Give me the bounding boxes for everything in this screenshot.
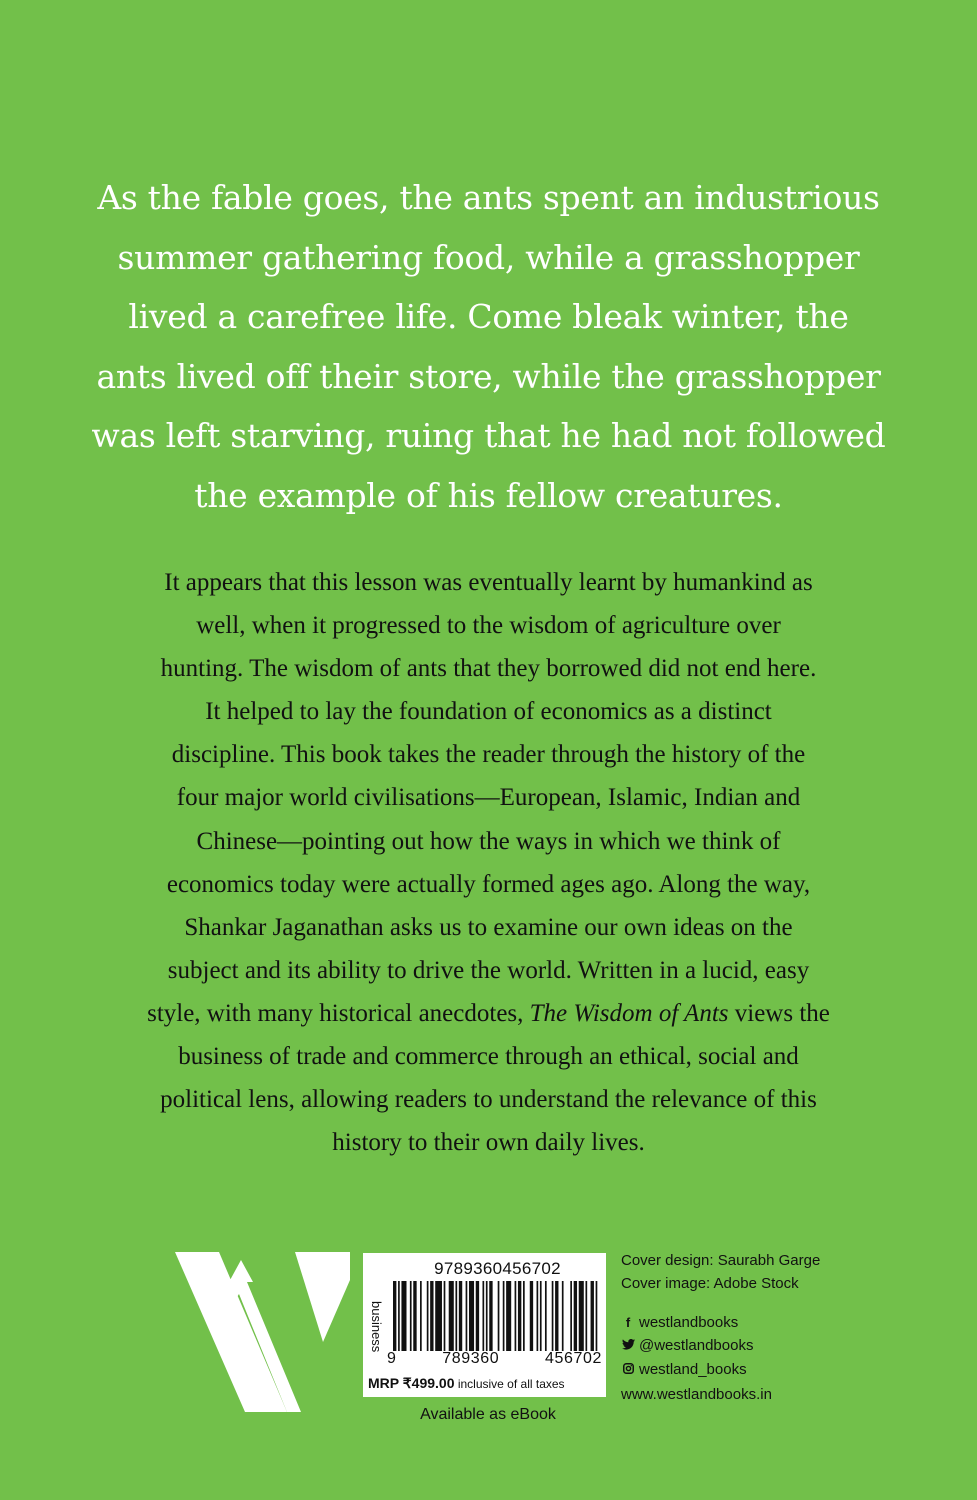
description-line: Chinese—pointing out how the ways in which we think of [196, 827, 781, 855]
barcode-bar [503, 1281, 505, 1351]
isbn-first-digit: 9 [387, 1350, 397, 1367]
isbn-digits [387, 1350, 602, 1368]
website-link[interactable]: www.westlandbooks.in [621, 1385, 772, 1403]
facebook-icon: f [625, 1315, 631, 1330]
description-line: well, when it progressed to the wisdom of agriculture over [196, 612, 781, 640]
barcode-bar [469, 1281, 474, 1351]
barcode-bar [552, 1281, 554, 1351]
blurb-line: As the fable goes, the ants spent an industrious [97, 178, 880, 217]
instagram-icon [621, 1358, 635, 1381]
barcode-bar [596, 1281, 598, 1351]
blurb-line: summer gathering food, while a grasshopper [117, 237, 860, 277]
barcode-bar [435, 1281, 442, 1351]
description-line: four major world civilisations—European, Islamic, Indian and [176, 784, 801, 812]
barcode-bar [523, 1281, 525, 1351]
barcode-bar [476, 1281, 479, 1351]
description-line: hunting. The wisdom of ants that they borrowed did not end here. [160, 655, 817, 683]
barcode-bar [427, 1281, 429, 1351]
barcode-bar [579, 1281, 584, 1351]
barcode-bar [430, 1281, 433, 1351]
cover-design-credit: Cover design: Saurabh Garge [621, 1252, 821, 1269]
barcode-bar [420, 1281, 422, 1351]
twitter-handle: @westlandbooks [639, 1337, 754, 1355]
blurb-line: was left starving, ruing that he had not followed [91, 416, 886, 455]
barcode-bar [482, 1281, 484, 1351]
barcode-bar [591, 1281, 594, 1351]
description-line: history to their own daily lives. [332, 1129, 645, 1157]
barcode-bar [562, 1281, 564, 1351]
isbn-left-group: 789360 [442, 1350, 500, 1367]
description-line: political lens, allowing readers to understand the relevance of this [160, 1086, 817, 1114]
tax-note: inclusive of all taxes [454, 1377, 565, 1391]
barcode-bar [393, 1281, 396, 1351]
book-description [60, 561, 917, 1164]
twitter-link[interactable] [621, 1334, 772, 1357]
category-label: business [369, 1301, 384, 1353]
blurb-quote [60, 168, 917, 525]
description-line: It helped to lay the foundation of economics as a distinct [205, 698, 772, 726]
barcode-bar [486, 1281, 488, 1351]
description-text: style, with many historical anecdotes, [147, 999, 530, 1027]
barcode-bar [540, 1281, 542, 1351]
cover-image-credit: Cover image: Adobe Stock [621, 1275, 799, 1292]
barcode-bar [570, 1281, 572, 1351]
barcode-bar [489, 1281, 492, 1351]
description-line [60, 992, 917, 1035]
barcode-bar [545, 1281, 547, 1351]
barcode-bar [515, 1281, 517, 1351]
blurb-line: lived a carefree life. Come bleak winter, the [128, 297, 849, 336]
barcode-bar [530, 1281, 533, 1351]
isbn-right-group: 456702 [545, 1350, 602, 1367]
social-links [621, 1311, 772, 1406]
barcode-bar [410, 1281, 412, 1351]
barcode-bar [398, 1281, 400, 1351]
description-line: Shankar Jaganathan asks us to examine our own ideas on the [184, 913, 793, 941]
barcode-bar [449, 1281, 454, 1351]
barcode-bar [498, 1281, 500, 1351]
description-line: discipline. This book takes the reader through the history of the [171, 741, 806, 769]
barcode-bar [585, 1281, 587, 1351]
facebook-handle: westlandbooks [639, 1314, 739, 1331]
barcode-label [363, 1253, 606, 1397]
barcode-bar [537, 1281, 539, 1351]
description-line: economics today were actually formed ages ago. Along the way, [166, 870, 811, 898]
instagram-handle: westland_books [639, 1360, 747, 1378]
barcode-bar [506, 1281, 511, 1351]
blurb-line: the example of his fellow creatures. [194, 475, 783, 515]
isbn-number: 9789360456702 [434, 1259, 561, 1278]
blurb-line: ants lived off their store, while the grasshopper [96, 356, 881, 396]
barcode [393, 1281, 599, 1351]
barcode-bar [459, 1281, 462, 1351]
instagram-link[interactable] [621, 1358, 772, 1381]
ebook-note: Available as eBook [420, 1406, 556, 1423]
cover-credits [621, 1249, 820, 1295]
westland-logo [175, 1252, 350, 1412]
barcode-bar [413, 1281, 416, 1351]
twitter-icon [621, 1334, 635, 1357]
book-title: The Wisdom of Ants [529, 999, 729, 1027]
barcode-bar [444, 1281, 446, 1351]
barcode-bar [555, 1281, 558, 1351]
description-text: views the [728, 999, 830, 1027]
barcode-bar [466, 1281, 468, 1351]
barcode-bar [455, 1281, 457, 1351]
mrp-price: MRP ₹499.00 [368, 1375, 455, 1391]
barcode-bar [574, 1281, 577, 1351]
price-label [368, 1375, 604, 1393]
facebook-link[interactable] [621, 1311, 772, 1334]
description-line: business of trade and commerce through an ethical, social and [178, 1043, 799, 1071]
description-line: subject and its ability to drive the world. Written in a lucid, easy [167, 956, 810, 984]
barcode-bar [401, 1281, 406, 1351]
description-line: It appears that this lesson was eventually learnt by humankind as [164, 569, 813, 596]
barcode-bar [518, 1281, 521, 1351]
